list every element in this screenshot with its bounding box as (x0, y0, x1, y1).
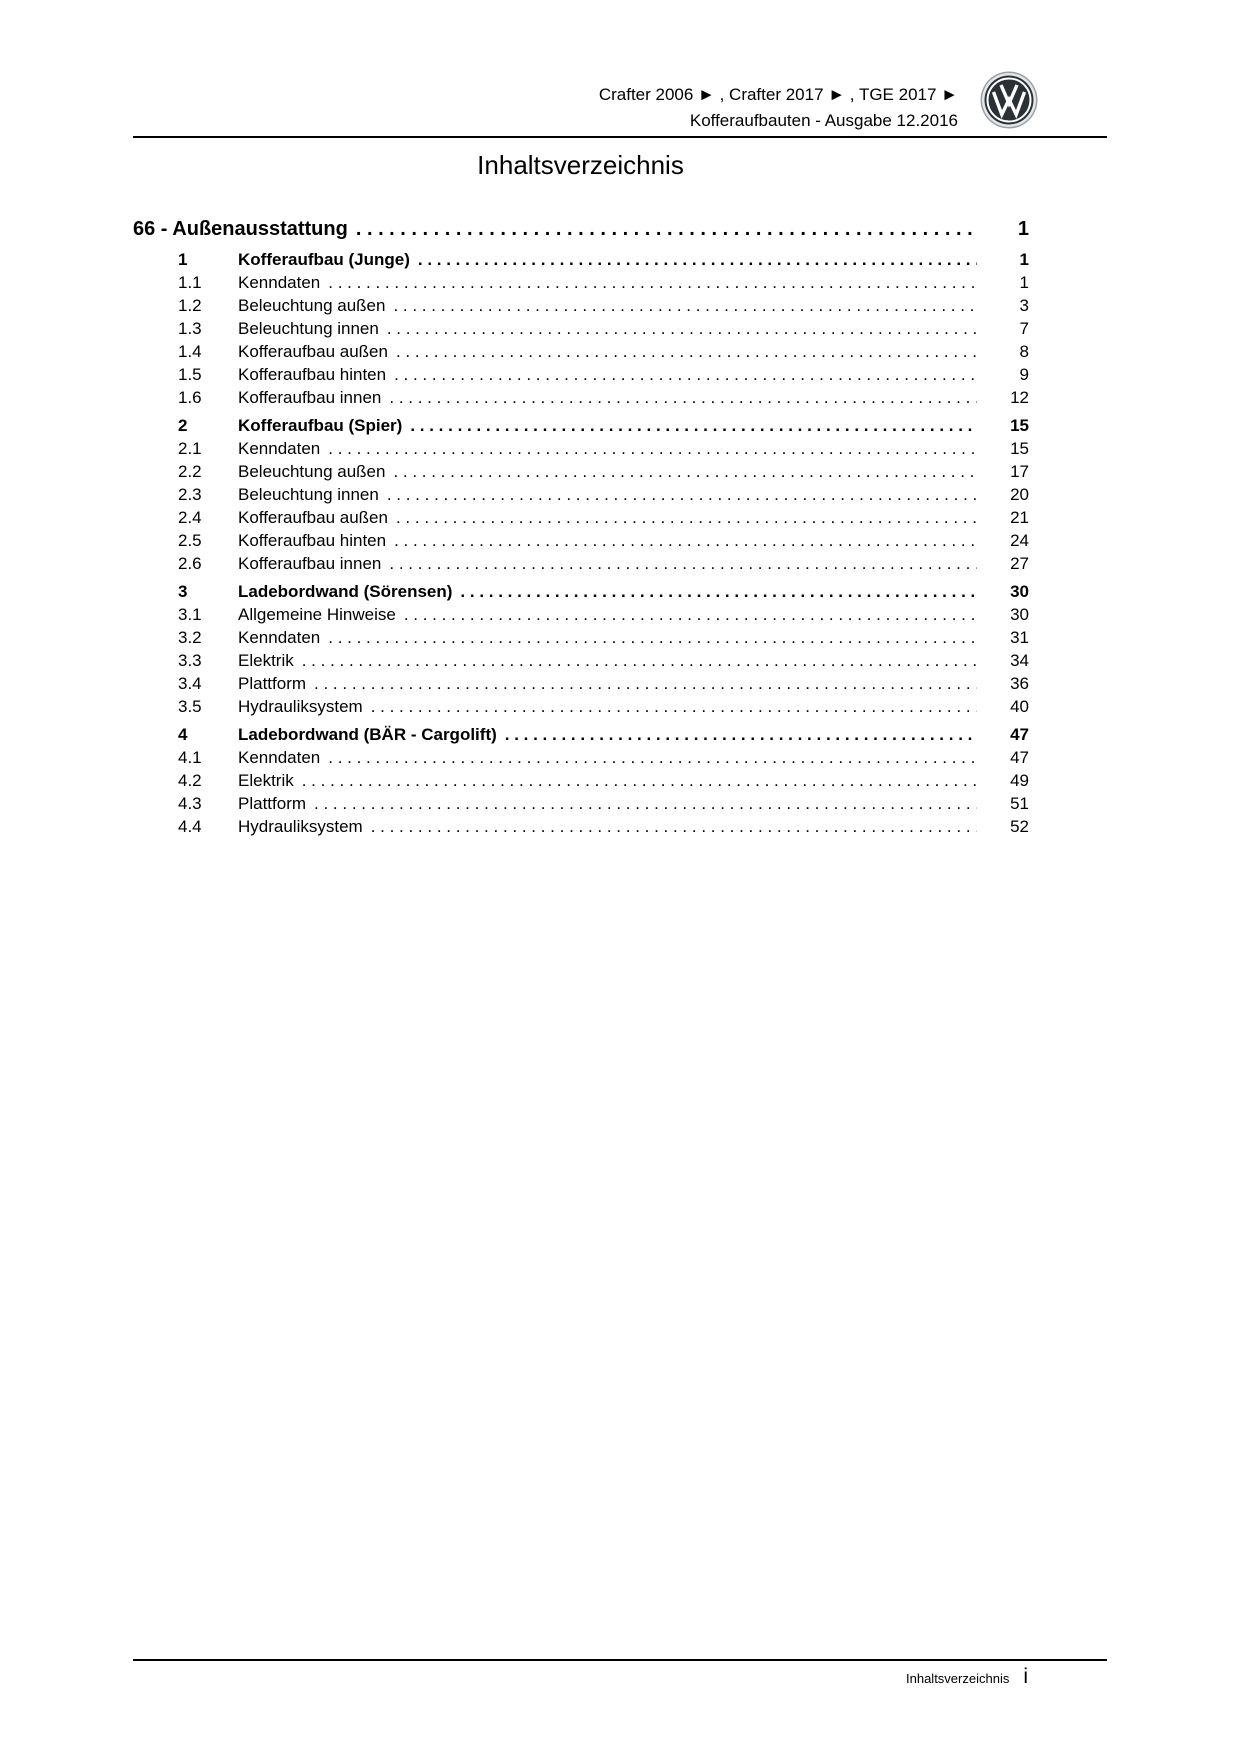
dot-leader (394, 363, 977, 386)
toc-entry[interactable] (133, 552, 1029, 575)
toc-entry-title: Elektrik (238, 651, 294, 670)
toc-entry-title: Plattform (238, 674, 307, 693)
page-title: Inhaltsverzeichnis (477, 150, 684, 180)
toc-entry-number: 4 (178, 725, 188, 744)
toc-entry[interactable] (133, 603, 1029, 626)
toc-entry-page: 47 (1010, 748, 1029, 767)
toc-entry[interactable] (133, 414, 1029, 437)
toc-entry-title: Kenndaten (238, 748, 321, 767)
dot-leader (394, 529, 977, 552)
toc-entry-page: 15 (1010, 439, 1029, 458)
toc-entry-number: 1.1 (178, 273, 202, 292)
toc-entry-title: Ladebordwand (Sörensen) (238, 582, 453, 601)
document-footer (906, 1665, 1028, 1689)
toc-entry-title: Kofferaufbau hinten (238, 531, 387, 550)
toc-entry-number: 1.6 (178, 388, 202, 407)
dot-leader (410, 414, 977, 437)
toc-entry-number: 4.1 (178, 748, 202, 767)
toc-entry[interactable] (133, 529, 1029, 552)
toc-entry-number: 2.5 (178, 531, 202, 550)
dot-leader (314, 792, 977, 815)
toc-entry[interactable] (133, 815, 1029, 838)
toc-entry-title: Hydrauliksystem (238, 697, 363, 716)
dot-leader (393, 294, 977, 317)
toc-entry-number: 1.4 (178, 342, 202, 361)
toc-entry[interactable] (133, 386, 1029, 409)
toc-entry[interactable] (133, 271, 1029, 294)
toc-entry-page: 1 (1019, 273, 1029, 292)
dot-leader (396, 506, 977, 529)
toc-entry[interactable] (133, 672, 1029, 695)
toc-entry[interactable] (133, 340, 1029, 363)
toc-entry-title: Kofferaufbau innen (238, 388, 382, 407)
toc-entry-page: 36 (1010, 674, 1029, 693)
dot-leader (393, 460, 977, 483)
toc-entry-number: 3.1 (178, 605, 202, 624)
toc-entry-title: Beleuchtung innen (238, 319, 379, 338)
toc-chapter-page: 1 (1017, 218, 1029, 240)
toc-entry[interactable] (133, 769, 1029, 792)
toc-entry-number: 4.4 (178, 817, 202, 836)
toc-entry-title: Kenndaten (238, 273, 321, 292)
toc-entry[interactable] (133, 483, 1029, 506)
toc-entry-page: 30 (1010, 605, 1029, 624)
dot-leader (418, 248, 977, 271)
dot-leader (396, 340, 977, 363)
toc-entry-page: 21 (1010, 508, 1029, 527)
toc-entry[interactable] (133, 506, 1029, 529)
toc-entry-page: 34 (1010, 651, 1029, 670)
toc-entry[interactable] (133, 626, 1029, 649)
toc-entry-page: 49 (1010, 771, 1029, 790)
toc-entry-page: 3 (1019, 296, 1029, 315)
toc-entry-title: Plattform (238, 794, 307, 813)
toc-entry-title: Ladebordwand (BÄR - Cargolift) (238, 725, 497, 744)
dot-leader (356, 216, 977, 243)
toc-entry-title: Kenndaten (238, 439, 321, 458)
toc-entry-page: 27 (1010, 554, 1029, 573)
toc-entry[interactable] (133, 460, 1029, 483)
document-header (599, 82, 958, 134)
toc-entry-number: 2.4 (178, 508, 202, 527)
dot-leader (328, 746, 977, 769)
toc-entry[interactable] (133, 294, 1029, 317)
vw-logo-icon (980, 71, 1038, 129)
toc-entry-title: Hydrauliksystem (238, 817, 363, 836)
dot-leader (387, 483, 977, 506)
toc-entry-page: 20 (1010, 485, 1029, 504)
toc-chapter-row[interactable] (133, 216, 1029, 243)
footer-page-number: i (1023, 1665, 1028, 1688)
toc-entry-title: Kofferaufbau (Spier) (238, 416, 403, 435)
toc-entry-number: 2.1 (178, 439, 202, 458)
toc-entry-page: 15 (1010, 416, 1029, 435)
footer-rule (133, 1659, 1107, 1661)
toc-entry-page: 8 (1019, 342, 1029, 361)
toc-entry-title: Beleuchtung außen (238, 296, 386, 315)
toc-entry-number: 3.4 (178, 674, 202, 693)
dot-leader (328, 271, 977, 294)
toc-entry-title: Kofferaufbau hinten (238, 365, 387, 384)
toc-entry-title: Kofferaufbau außen (238, 342, 388, 361)
dot-leader (404, 603, 977, 626)
toc-entry-page: 12 (1010, 388, 1029, 407)
toc-entry-number: 2.2 (178, 462, 202, 481)
toc-entry-title: Allgemeine Hinweise (238, 605, 396, 624)
toc-entry-number: 3 (178, 582, 188, 601)
toc-entry-page: 52 (1010, 817, 1029, 836)
table-of-contents (133, 216, 1029, 838)
dot-leader (371, 815, 977, 838)
toc-entry-number: 2.6 (178, 554, 202, 573)
toc-entry-page: 24 (1010, 531, 1029, 550)
toc-entry-number: 3.3 (178, 651, 202, 670)
dot-leader (302, 769, 977, 792)
toc-entry-title: Kofferaufbau außen (238, 508, 388, 527)
dot-leader (302, 649, 977, 672)
header-rule (133, 136, 1107, 138)
toc-entry[interactable] (133, 580, 1029, 603)
toc-entry-page: 17 (1010, 462, 1029, 481)
toc-entry-title: Beleuchtung innen (238, 485, 379, 504)
toc-entry-number: 2.3 (178, 485, 202, 504)
toc-entry-title: Kofferaufbau innen (238, 554, 382, 573)
toc-entry-page: 9 (1019, 365, 1029, 384)
toc-entry[interactable] (133, 437, 1029, 460)
toc-entry-number: 3.5 (178, 697, 202, 716)
toc-entry-page: 30 (1010, 582, 1029, 601)
toc-entry[interactable] (133, 248, 1029, 271)
dot-leader (387, 317, 977, 340)
toc-entry-title: Kofferaufbau (Junge) (238, 250, 410, 269)
header-models-line: Crafter 2006 ► , Crafter 2017 ► , TGE 2017 ► (598, 85, 958, 104)
toc-entry[interactable] (133, 363, 1029, 386)
toc-entry-title: Kenndaten (238, 628, 321, 647)
dot-leader (328, 437, 977, 460)
toc-entry-page: 47 (1010, 725, 1029, 744)
toc-entry[interactable] (133, 649, 1029, 672)
toc-entry[interactable] (133, 792, 1029, 815)
toc-entry-number: 4.2 (178, 771, 202, 790)
dot-leader (389, 552, 977, 575)
dot-leader (328, 626, 977, 649)
toc-entry-number: 1.3 (178, 319, 202, 338)
dot-leader (371, 695, 977, 718)
dot-leader (314, 672, 977, 695)
toc-entry-number: 1 (178, 250, 188, 269)
toc-entry-number: 2 (178, 416, 188, 435)
toc-entry[interactable] (133, 695, 1029, 718)
dot-leader (389, 386, 977, 409)
toc-entry-number: 1.5 (178, 365, 202, 384)
toc-entry[interactable] (133, 317, 1029, 340)
toc-entry-page: 1 (1019, 250, 1029, 269)
dot-leader (460, 580, 977, 603)
toc-entry-number: 4.3 (178, 794, 202, 813)
toc-entry-page: 40 (1010, 697, 1029, 716)
toc-entry-number: 1.2 (178, 296, 202, 315)
dot-leader (505, 723, 977, 746)
toc-entry-title: Beleuchtung außen (238, 462, 386, 481)
toc-entry[interactable] (133, 746, 1029, 769)
toc-entry-title: Elektrik (238, 771, 294, 790)
toc-entry-page: 31 (1010, 628, 1029, 647)
toc-entry-page: 7 (1019, 319, 1029, 338)
toc-entry-page: 51 (1010, 794, 1029, 813)
toc-chapter-label: 66 - Außenausstattung (133, 218, 348, 240)
toc-entry[interactable] (133, 723, 1029, 746)
toc-entry-number: 3.2 (178, 628, 202, 647)
header-edition-line: Kofferaufbauten - Ausgabe 12.2016 (689, 111, 958, 130)
footer-label: Inhaltsverzeichnis (906, 1671, 1010, 1686)
